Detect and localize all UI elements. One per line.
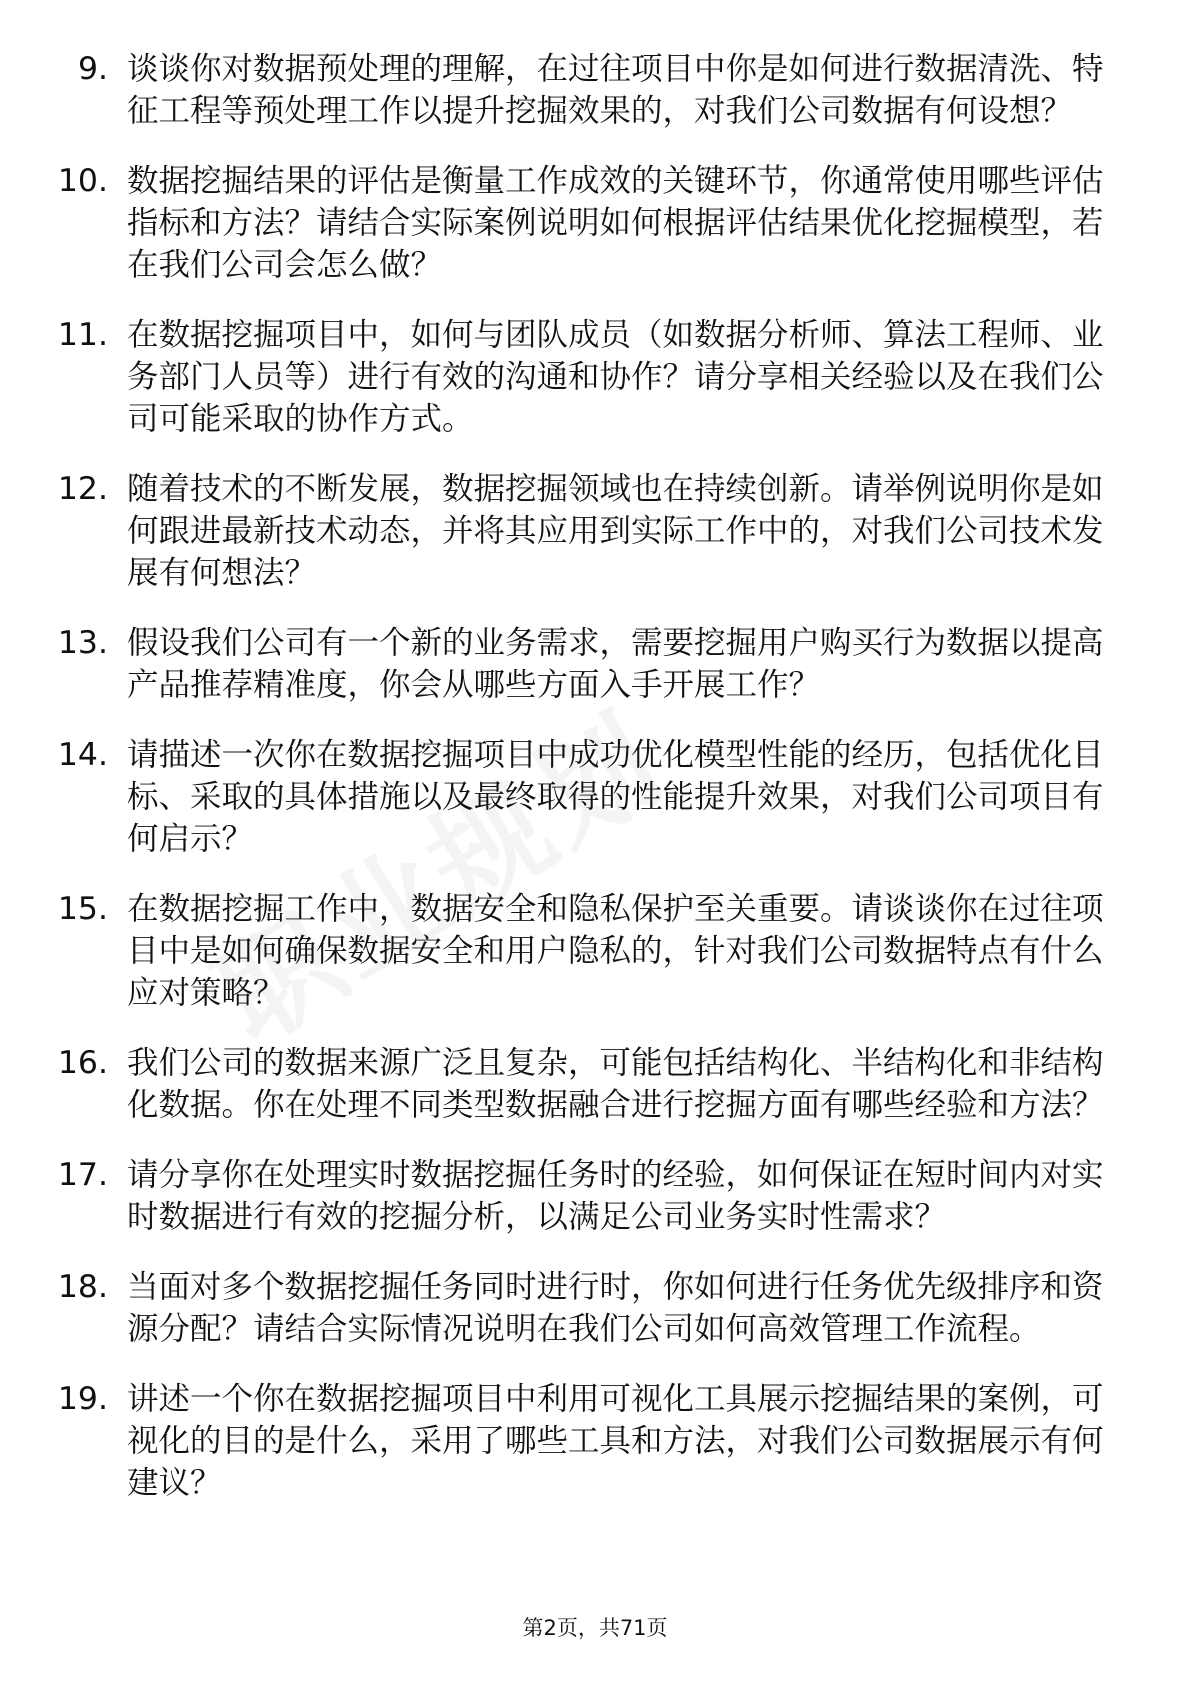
question-list [0, 48, 1190, 1532]
question-item [0, 1154, 1190, 1238]
question-number: 12. [57, 471, 108, 507]
question-text: 讲述一个你在数据挖掘项目中利用可视化工具展示挖掘结果的案例，可视化的目的是什么，采用了哪些工具和方法，对我们公司数据展示有何建议？ [127, 1381, 1104, 1501]
question-text: 我们公司的数据来源广泛且复杂，可能包括结构化、半结构化和非结构化数据。你在处理不同类型数据融合进行挖掘方面有哪些经验和方法？ [127, 1045, 1104, 1123]
page-number: 第2页，共71页 [522, 1616, 668, 1640]
question-item [0, 734, 1190, 860]
question-text: 随着技术的不断发展，数据挖掘领域也在持续创新。请举例说明你是如何跟进最新技术动态，并将其应用到实际工作中的，对我们公司技术发展有何想法？ [127, 471, 1104, 591]
question-text: 假设我们公司有一个新的业务需求，需要挖掘用户购买行为数据以提高产品推荐精准度，你会从哪些方面入手开展工作？ [127, 625, 1104, 703]
question-item [0, 888, 1190, 1014]
question-item [0, 48, 1190, 132]
question-number: 16. [57, 1045, 108, 1081]
question-number: 10. [57, 163, 108, 199]
question-text: 谈谈你对数据预处理的理解，在过往项目中你是如何进行数据清洗、特征工程等预处理工作以提升挖掘效果的，对我们公司数据有何设想？ [127, 51, 1104, 129]
question-item [0, 1266, 1190, 1350]
question-number: 17. [57, 1157, 108, 1193]
question-item [0, 468, 1190, 594]
question-item [0, 160, 1190, 286]
question-number: 9. [77, 51, 108, 87]
question-number: 13. [57, 625, 108, 661]
question-text: 请描述一次你在数据挖掘项目中成功优化模型性能的经历，包括优化目标、采取的具体措施以及最终取得的性能提升效果，对我们公司项目有何启示？ [127, 737, 1104, 857]
question-item [0, 622, 1190, 706]
question-item [0, 1042, 1190, 1126]
question-text: 数据挖掘结果的评估是衡量工作成效的关键环节，你通常使用哪些评估指标和方法？请结合实际案例说明如何根据评估结果优化挖掘模型，若在我们公司会怎么做？ [127, 163, 1104, 283]
page-footer [0, 1612, 1190, 1642]
question-number: 19. [57, 1381, 108, 1417]
question-number: 14. [57, 737, 108, 773]
question-number: 15. [57, 891, 108, 927]
question-text: 请分享你在处理实时数据挖掘任务时的经验，如何保证在短时间内对实时数据进行有效的挖掘分析，以满足公司业务实时性需求？ [127, 1157, 1104, 1235]
question-text: 当面对多个数据挖掘任务同时进行时，你如何进行任务优先级排序和资源分配？请结合实际情况说明在我们公司如何高效管理工作流程。 [127, 1269, 1104, 1347]
question-number: 18. [57, 1269, 108, 1305]
question-text: 在数据挖掘项目中，如何与团队成员（如数据分析师、算法工程师、业务部门人员等）进行有效的沟通和协作？请分享相关经验以及在我们公司可能采取的协作方式。 [127, 317, 1104, 437]
question-item [0, 314, 1190, 440]
question-number: 11. [57, 317, 108, 353]
question-text: 在数据挖掘工作中，数据安全和隐私保护至关重要。请谈谈你在过往项目中是如何确保数据安全和用户隐私的，针对我们公司数据特点有什么应对策略？ [127, 891, 1104, 1011]
question-item [0, 1378, 1190, 1504]
